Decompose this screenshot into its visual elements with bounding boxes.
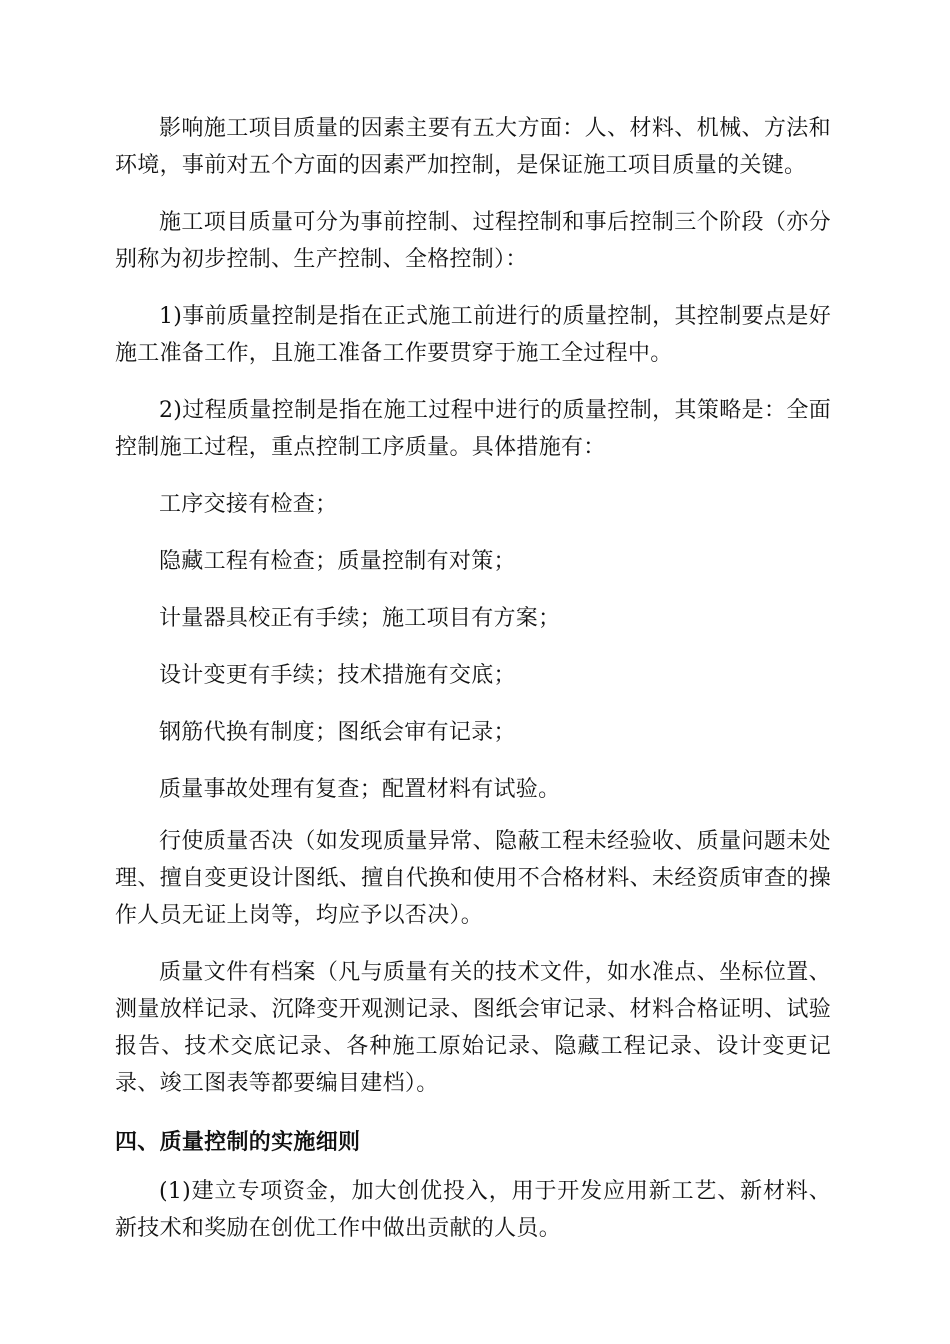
paragraph-pre-control: 1)事前质量控制是指在正式施工前进行的质量控制，其控制要点是好施工准备工作，且施工准备工作要贯穿于施工全过程中。	[115, 304, 831, 366]
paragraph-quality-factors: 影响施工项目质量的因素主要有五大方面：人、材料、机械、方法和环境，事前对五个方面的因素严加控制，是保证施工项目质量的关键。	[115, 116, 831, 178]
measure-item: 质量事故处理有复查；配置材料有试验。	[159, 777, 561, 802]
paragraph-process-control: 2)过程质量控制是指在施工过程中进行的质量控制，其策略是：全面控制施工过程，重点控制工序质量。具体措施有：	[115, 398, 831, 460]
paragraph-quality-archives: 质量文件有档案（凡与质量有关的技术文件，如水准点、坐标位置、测量放样记录、沉降变开观测记录、图纸会审记录、材料合格证明、试验报告、技术交底记录、各种施工原始记录、隐藏工程记录、设计变更记录、竣工图表等都要编目建档）。	[115, 960, 831, 1096]
measure-item: 钢筋代换有制度；图纸会审有记录；	[159, 720, 516, 745]
measure-item: 设计变更有手续；技术措施有交底；	[159, 663, 516, 688]
section-heading: 四、质量控制的实施细则	[115, 1129, 361, 1155]
measure-item: 工序交接有检查；	[159, 492, 338, 517]
document-body	[115, 110, 831, 1247]
paragraph-quality-veto: 行使质量否决（如发现质量异常、隐蔽工程未经验收、质量问题未处理、擅自变更设计图纸、擅自代换和使用不合格材料、未经资质审查的操作人员无证上岗等，均应予以否决）。	[115, 829, 831, 928]
measure-item: 计量器具校正有手续；施工项目有方案；	[159, 606, 561, 631]
paragraph-implementation-1: (1)建立专项资金，加大创优投入，用于开发应用新工艺、新材料、新技术和奖励在创优工作中做出贡献的人员。	[115, 1179, 831, 1241]
measure-item: 隐藏工程有检查；质量控制有对策；	[159, 549, 516, 574]
paragraph-control-stages: 施工项目质量可分为事前控制、过程控制和事后控制三个阶段（亦分别称为初步控制、生产控制、全格控制）：	[115, 210, 831, 272]
